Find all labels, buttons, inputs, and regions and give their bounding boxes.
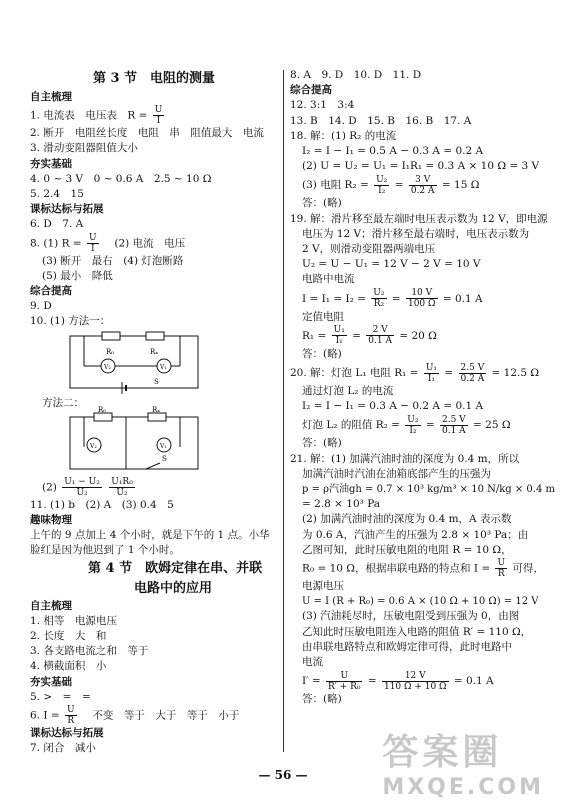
heading-comprehensive: 综合提高 [30,285,72,298]
heading-comprehensive-r: 综合提高 [290,84,332,97]
answer-8-11: 8. A 9. D 10. D 11. D [290,69,422,81]
heading-foundation: 夯实基础 [30,157,72,170]
answer-21h: R₀ = 10 Ω，根据串联电路的特点和 I = $\frac{U}{R}$ 可得， [302,558,544,580]
answer-19b: 电压为 12 V；滑片移至最右端时，电压表示数为 [302,227,530,240]
svg-text:V₁: V₁ [160,442,167,450]
answer-b5: 5. > = = [30,690,91,703]
section-title-4b: 电路中的应用 [134,580,213,596]
answer-3: 3. 滑动变阻器阻值大小 [30,142,138,155]
answer-b3: 3. 各支路电流之和 等于 [30,645,149,658]
answer-21l: 乙知此时压敏电阻连入电路的阻值 R′ = 110 Ω， [302,625,532,638]
answer-omitted-18: 答：(略) [302,197,342,210]
fraction: $\frac{U}{I}$ [88,232,97,254]
label-switch: S [154,377,159,386]
label-r0: R₀ [106,347,115,356]
fun-physics-line-2: 脸红是因为他迟到了 1 个小时。 [30,544,180,557]
answer-20a: 20. 解：灯泡 L₁ 电阻 R₁ = $\frac{\text{U₁}}{\text{I₁}}$ = $\frac{2.5 V}{0.2 A}$ = 12.5 Ω [290,362,540,384]
answer-19d: U₂ = U − U₁ = 12 V − 2 V = 10 V [302,258,481,271]
answer-21d: = 2.8 × 10³ Pa [302,498,381,511]
answer-19e: 电路中电流 [302,273,355,286]
svg-text:R₀: R₀ [98,405,107,414]
answer-b7: 7. 闭合 减小 [30,742,96,755]
answer-1: 1. 电流表 电压表 R = $\frac{U}{I}$ [30,105,163,127]
answer-omitted-19: 答：(略) [302,347,342,360]
answer-21i: 电源电压 [302,580,344,593]
answer-2: 2. 断开 电阻丝长度 电阻 串 阻值最大 电流 [30,127,264,140]
answer-21a: 21. 解：(1) 加满汽油时油的深度为 0.4 m，所以 [290,452,520,465]
method-2-label: 方法二： [42,396,84,409]
circuit-diagram-method-1 [60,332,210,394]
heading-standard-2: 课标达标与拓展 [30,727,104,740]
answer-21m: 由串联电路特点和欧姆定律可得，此时电路中 [302,640,512,653]
answer-20b: 通过灯泡 L₂ 的电流 [302,385,394,398]
answer-21j: U = I (R + R₀) = 0.6 A × (10 Ω + 10 Ω) = 12 V [302,596,539,608]
column-divider [283,70,284,752]
answer-21c: p = ρ汽油gh = 0.7 × 10³ kg/m³ × 10 N/kg × 0.4 m [302,484,555,496]
label-v1: V₁ [160,363,167,371]
answer-21n: 电流 [302,656,323,669]
answer-21g: 乙图可知，此时压敏电阻的电阻 R = 10 Ω， [302,543,512,556]
answer-10: 10. (1) 方法一： [30,315,111,328]
svg-text:Rₓ: Rₓ [152,405,161,414]
answer-18: 18. 解：(1) R₂ 的电流 [290,129,397,142]
answer-b1: 1. 相等 电源电压 [30,614,117,627]
answer-18b: I₂ = I − I₁ = 0.5 A − 0.3 A = 0.2 A [302,145,484,158]
answer-10-2: (2) $\frac{\text{U₁ − U₂}}{\text{U₂}}$ $\frac{\text{U₁R₀}}{\text{U₂}}$ [42,476,133,498]
svg-text:S: S [162,454,167,463]
answer-21b: 加满汽油时汽油在油箱底部产生的压强为 [302,467,491,480]
answer-19a: 19. 解：滑片移至最左端时电压表示数为 12 V，即电源 [290,212,548,225]
heading-standard: 课标达标与拓展 [30,203,104,216]
answer-8c: (5) 最小 降低 [42,269,113,282]
answer-18c: (2) U = U₂ = U₁ = I₁R₁ = 0.3 A × 10 Ω = 3 V [302,160,540,173]
answer-13-17: 13. B 14. D 15. B 16. B 17. A [290,114,472,127]
left-column [30,68,278,756]
answer-19f: I = I₁ = I₂ = $\frac{\text{U₂}}{\text{R₂}}$ = $\frac{10 V}{100 \Omega}$ = 0.1 A [302,288,483,310]
answer-21o: I′ = $\frac{U}{\text{R′ + R₀}}$ = $\frac{12 V}{110 \Omega + 10 \Omega}$ = 0.1 A [302,670,494,692]
heading-self-study: 自主梳理 [30,91,72,103]
answer-20c: I₂ = I − I₁ = 0.3 A − 0.2 A = 0.1 A [302,400,484,413]
right-column [290,68,555,708]
svg-text:V₂: V₂ [90,442,97,450]
answer-8: 8. (1) R = $\frac{U}{I}$ (2) 电流 电压 [30,232,186,254]
heading-fun-physics: 趣味物理 [30,514,72,527]
answer-12: 12. 3:1 3:4 [290,99,355,112]
circuit-diagram-method-2 [60,405,210,475]
watermark-logo: 答案圈 MXQE.COM [382,732,544,800]
answer-4: 4. 0 ~ 3 V 0 ~ 0.6 A 2.5 ~ 10 Ω [30,172,212,185]
label-rx: Rₓ [150,347,159,356]
answer-9: 9. D [30,300,52,313]
answer-b6: 6. I = $\frac{U}{R}$ 不变 等于 大于 等于 小于 [30,705,240,727]
fun-physics-line-1: 上午的 9 点加上 4 个小时，就是下午的 1 点。小华 [30,529,270,542]
heading-self-study-2: 自主梳理 [30,599,72,612]
answer-b2: 2. 长度 大 和 [30,630,107,643]
section-title-3: 第 3 节 电阻的测量 [92,71,216,86]
answer-5: 5. 2.4 15 [30,188,84,201]
section-title-4a: 第 4 节 欧姆定律在串、并联 [88,560,263,576]
answer-b4: 4. 横截面积 小 [30,660,107,673]
answer-21e: (2) 加满汽油时油的深度为 0.4 m，A 表示数 [302,513,512,526]
answer-21f: 为 0.6 A，汽油产生的压强为 2.8 × 10³ Pa；由 [302,528,529,541]
answer-18d: (3) 电阻 R₂ = $\frac{\text{U₂}}{\text{I₂}}$ = $\frac{3 V}{0.2 A}$ = 15 Ω [302,174,480,196]
label-v2: V₂ [104,363,111,371]
answer-omitted-20: 答：(略) [302,437,342,450]
answer-omitted-21: 答：(略) [302,693,342,706]
fraction: $\frac{U}{I}$ [154,105,163,127]
heading-foundation-2: 夯实基础 [30,675,72,688]
answer-21k: (3) 汽油耗尽时，压敏电阻受到压强为 0，由图 [302,610,520,623]
answer-19h: R₁ = $\frac{\text{U₁}}{\text{I₁}}$ = $\frac{2 V}{0.1 A}$ = 20 Ω [302,325,437,347]
answer-19g: 定值电阻 [302,310,344,323]
answer-6-7: 6. D 7. A [30,218,84,231]
answer-8b: (3) 断开 最右 (4) 灯泡断路 [42,254,184,267]
page-number: — 56 — [258,768,308,782]
answer-19c: 2 V，则滑动变阻器两端电压 [302,243,436,256]
answer-11: 11. (1) b (2) A (3) 0.4 5 [30,498,174,511]
answer-20d: 灯泡 L₂ 的阻值 R₂ = $\frac{\text{U₂}}{\text{I₂}}$ = $\frac{2.5 V}{0.1 A}$ = 25 Ω [302,414,511,436]
